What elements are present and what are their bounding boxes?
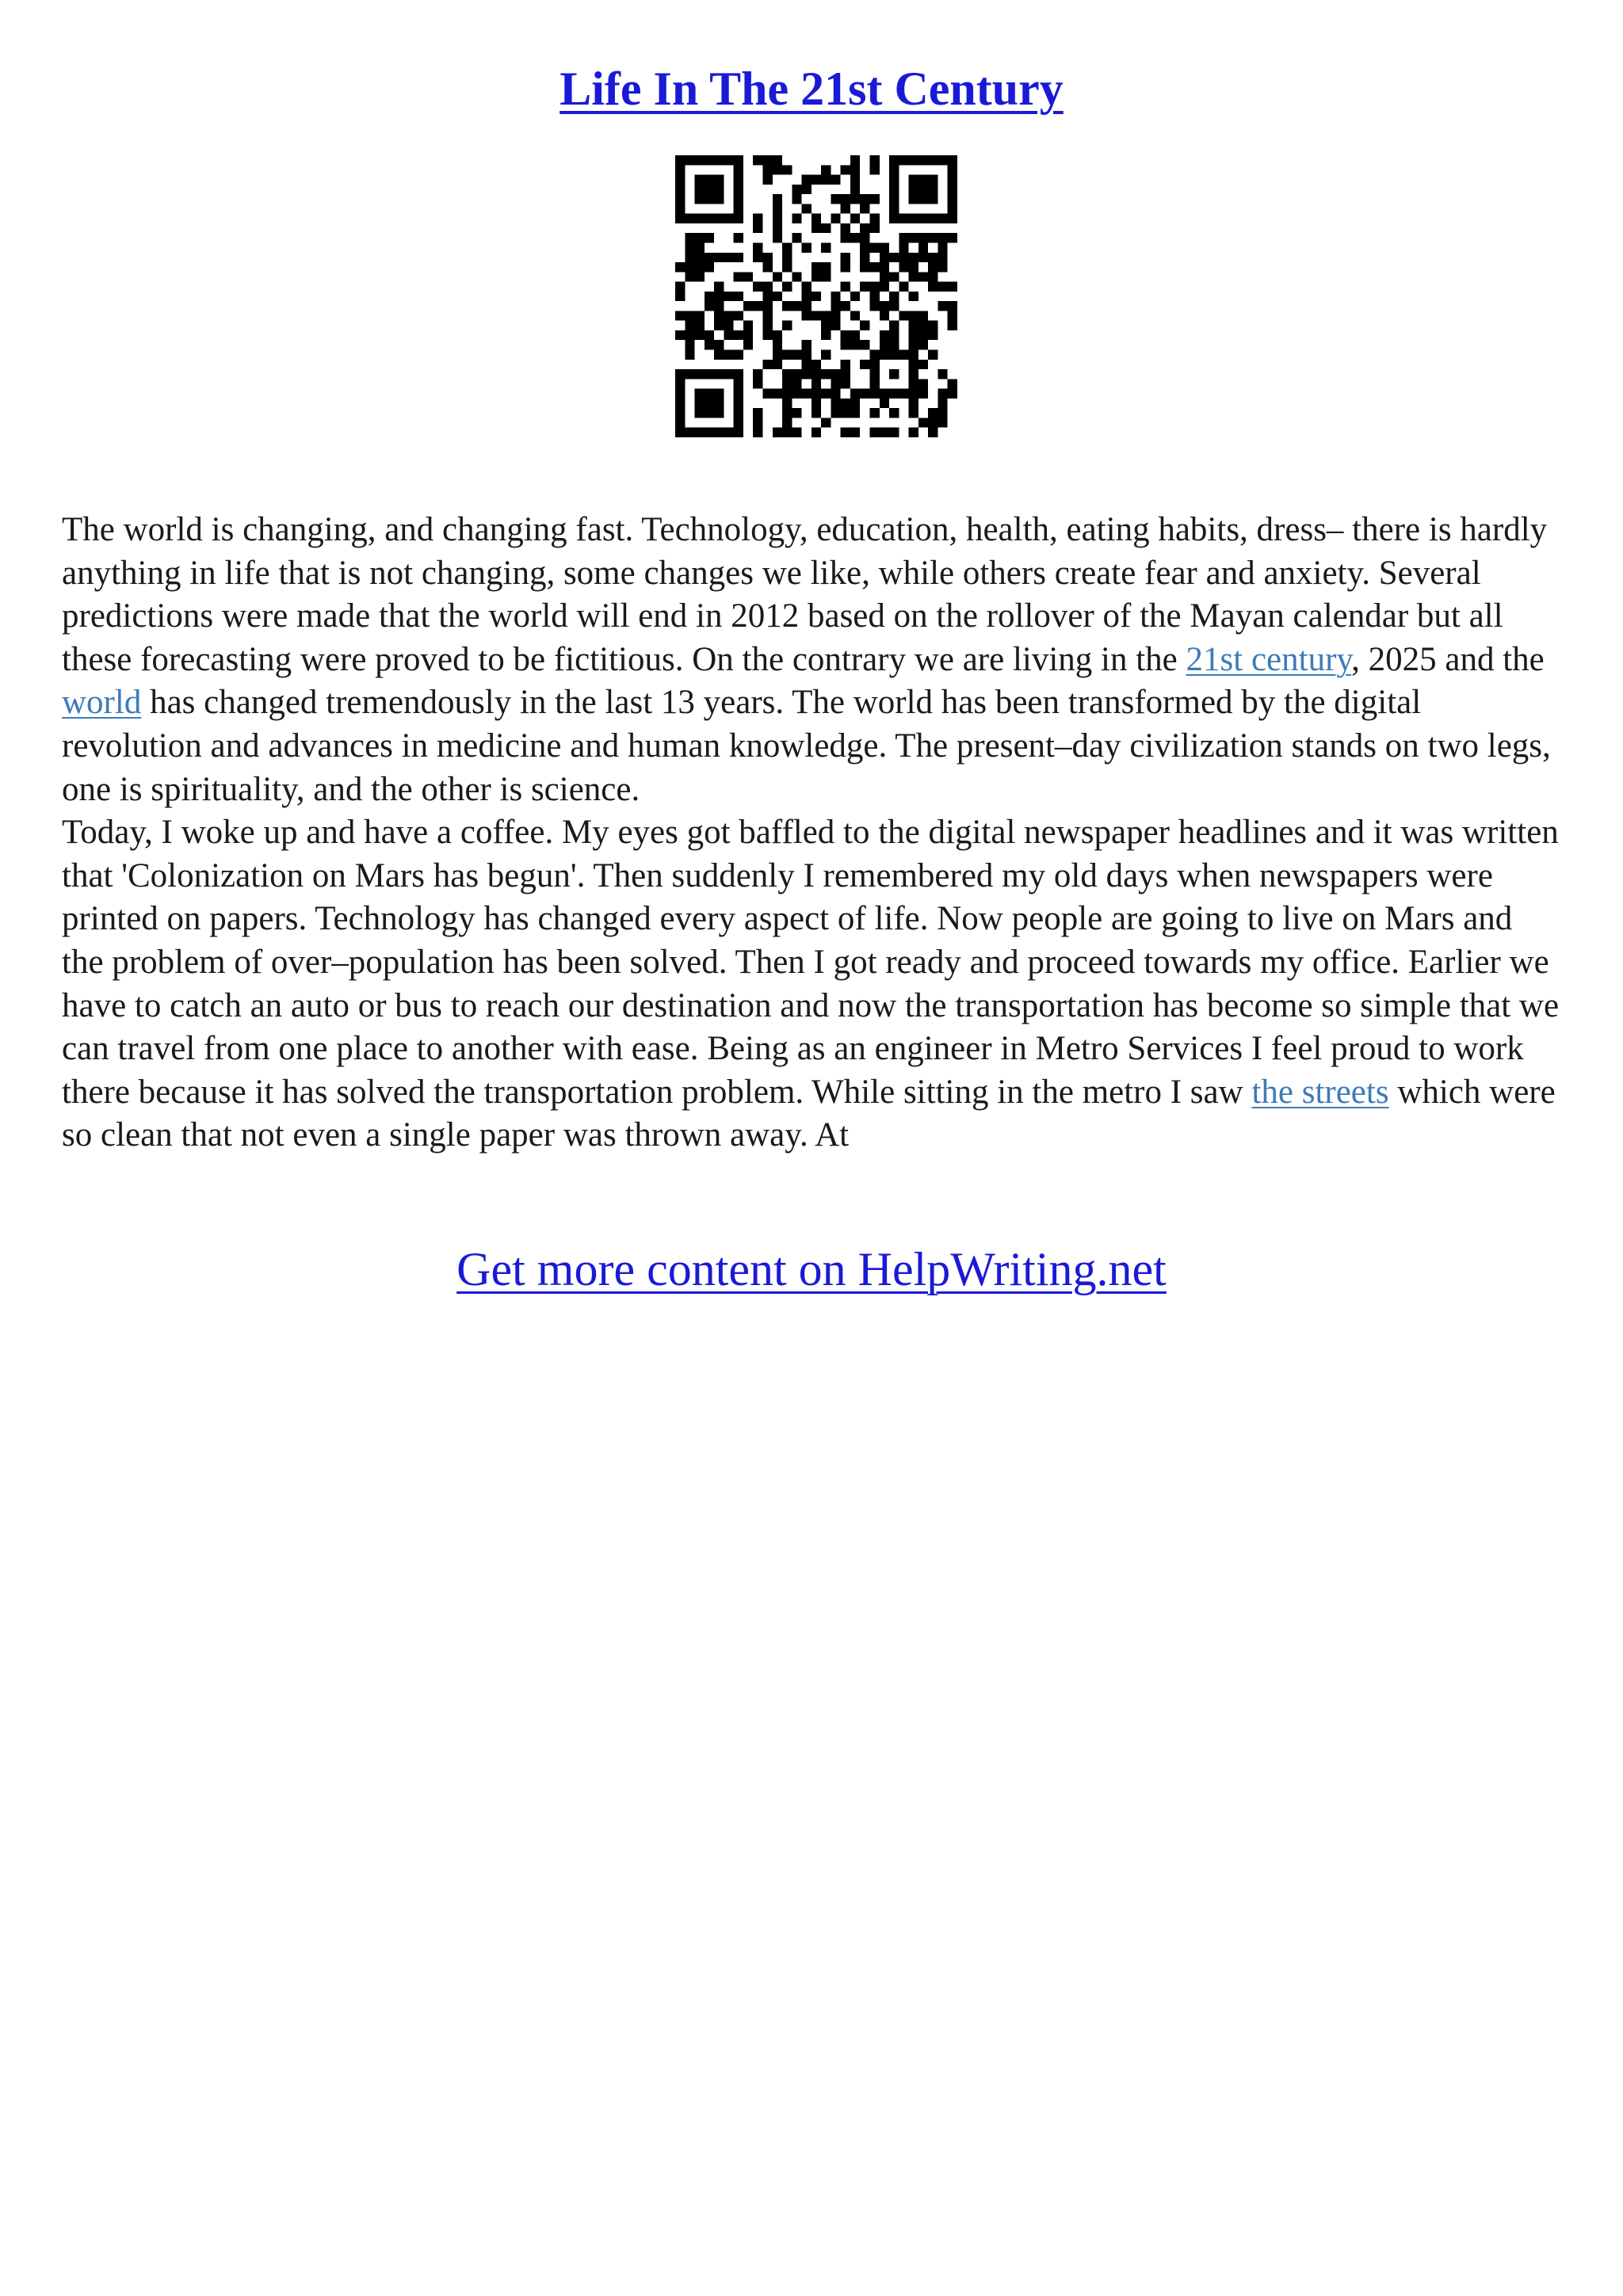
title-link[interactable]: Life In The 21st Century xyxy=(559,63,1064,115)
paragraph-2 xyxy=(62,811,1561,1158)
paragraph-2-text-1: Today, I woke up and have a coffee. My eyes got baffled to the digital newspaper headlines and it was written that 'Colonization on Mars has begun'. Then suddenly I remembered my old days when newspapers were printed on papers. Technology has changed every aspect of life. Now people are going to live on Mars and the problem of over–population has been solved. Then I got ready and proceed towards my office. Earlier we have to catch an auto or bus to reach our destination and now the transportation has become so simple that we can travel from one place to another with ease. Being as an engineer in Metro Services I feel proud to work there because it has solved the transportation problem. While sitting in the metro I saw xyxy=(62,814,1560,1111)
page-title xyxy=(0,57,1623,120)
link-21st-century[interactable]: 21st century xyxy=(1186,640,1352,678)
paragraph-1-text-1: The world is changing, and changing fast. Technology, education, health, eating habits, dress– there is hardly anything in life that is not changing, some changes we like, while others create fear and anxiety. Several predictions were made that the world will end in 2012 based on the rollover of the Mayan calendar but all these forecasting were proved to be fictitious. On the contrary we are living in the xyxy=(62,511,1548,678)
link-world[interactable]: world xyxy=(62,684,142,722)
cta-link[interactable]: Get more content on HelpWriting.net xyxy=(456,1243,1167,1295)
paragraph-1-text-2: , 2025 and the xyxy=(1351,640,1545,678)
article-body xyxy=(62,509,1561,1158)
link-the-streets[interactable]: the streets xyxy=(1251,1073,1389,1111)
paragraph-1 xyxy=(62,509,1561,811)
paragraph-2-text-2: which were so clean that not even a single paper was thrown away. At xyxy=(62,1073,1556,1154)
qr-code-icon xyxy=(675,155,957,437)
cta-line xyxy=(0,1238,1623,1301)
paragraph-1-text-3: has changed tremendously in the last 13 years. The world has been transformed by the digital revolution and advances in medicine and human knowledge. The present–day civilization stands on two legs, one is spirituality, and the other is science. xyxy=(62,684,1551,808)
